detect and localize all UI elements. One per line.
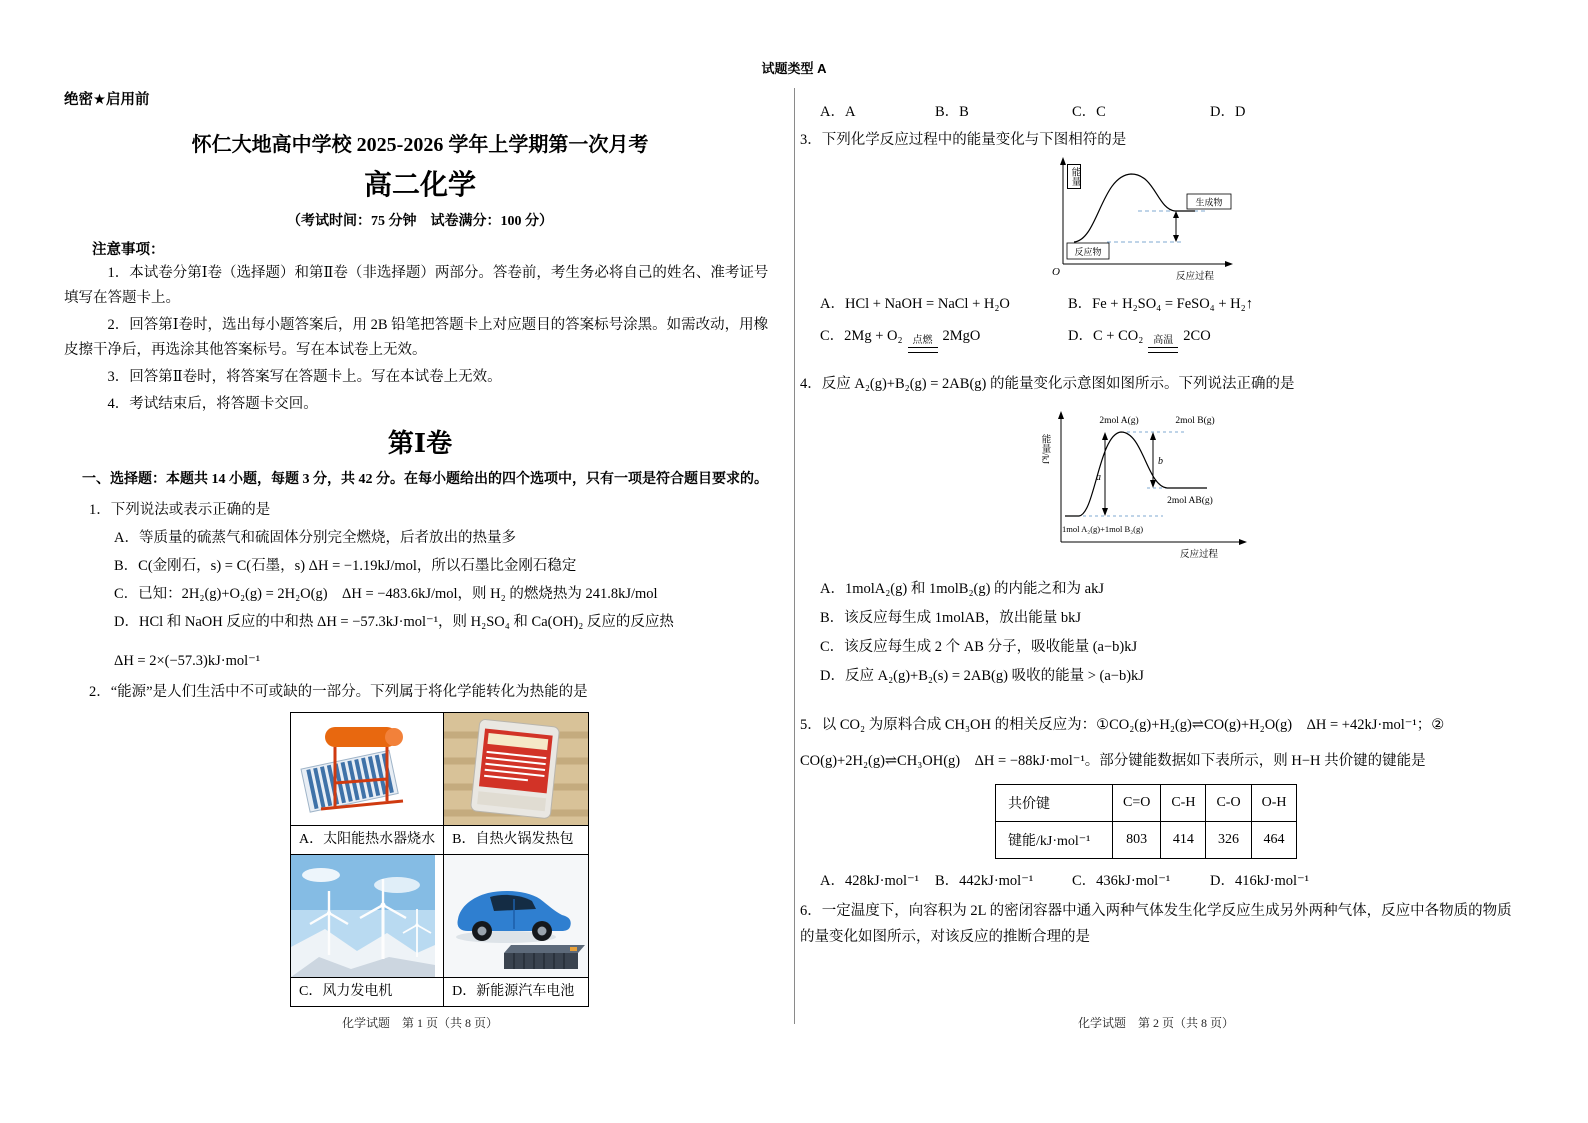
q4-option-c: C．该反应每生成 2 个 AB 分子，吸收能量 (a−b)kJ xyxy=(820,639,1138,655)
q1-option-d-continuation: ΔH = 2×(−57.3)kJ·mol⁻¹ xyxy=(114,653,261,669)
q4-energy-diagram xyxy=(1035,404,1255,572)
reaction-condition-equals xyxy=(1148,336,1178,353)
q1-stem: 1．下列说法或表示正确的是 xyxy=(89,502,271,518)
bond-energy-table xyxy=(995,784,1297,859)
q1-option-a: A．等质量的硫蒸气和硫固体分别完全燃烧，后者放出的热量多 xyxy=(114,530,516,546)
bond-table-header-row xyxy=(996,785,1297,822)
q2-label-d: D．新能源汽车电池 xyxy=(444,978,589,1007)
q4-energy-diagram-svg xyxy=(1035,404,1255,572)
subject-title: 高二化学 xyxy=(363,170,476,201)
page-1 xyxy=(64,0,776,1030)
page1-footer: 化学试题 第 1 页（共 8 页） xyxy=(341,1016,498,1030)
q1-option-d: D．HCl 和 NaOH 反应的中和热 ΔH = −57.3kJ·mol⁻¹，则 H₂SO₄ 和 Ca(OH)₂ 反应的反应热 xyxy=(114,614,674,630)
q2-image-grid xyxy=(290,712,589,1007)
q5-option-d: D．416kJ·mol⁻¹ xyxy=(1210,873,1310,889)
q2-cell-image-a xyxy=(291,713,444,826)
q2-label-b: B．自热火锅发热包 xyxy=(444,826,589,855)
q2-stem: 2．“能源”是人们生活中不可或缺的一部分。下列属于将化学能转化为热能的是 xyxy=(89,684,588,700)
page-divider xyxy=(794,88,795,1024)
q3-stem: 3．下列化学反应过程中的能量变化与下图相符的是 xyxy=(800,132,1127,148)
bond-table-value-row xyxy=(996,822,1297,859)
q3-option-d xyxy=(1068,324,1211,353)
q3-option-b: B．Fe + H₂SO₄ = FeSO₄ + H₂↑ xyxy=(1068,296,1253,312)
bond-table-header-ch: C-H xyxy=(1161,785,1206,822)
y-axis-label: 能量 xyxy=(1067,164,1081,189)
q3-option-c xyxy=(820,324,1068,353)
bond-table-header-co2bond: C=O xyxy=(1113,785,1161,822)
battery-pack xyxy=(504,953,578,969)
q3-options-row-1 xyxy=(820,292,1512,316)
answer-option-a: A．A xyxy=(820,104,856,120)
q5-stem-line1: 5．以 CO₂ 为原料合成 CH₃OH 的相关反应为：①CO₂(g)+H₂(g)⇌CO(g)+H₂O(g) ΔH = +42kJ·mol⁻¹；② xyxy=(800,717,1445,733)
q2-label-a: A．太阳能热水器烧水 xyxy=(291,826,444,855)
paper-type-label: 试题类型 A xyxy=(761,61,827,76)
bond-energy-co2bond: 803 xyxy=(1113,822,1161,859)
q5-option-b: B．442kJ·mol⁻¹ xyxy=(935,873,1034,889)
wind-turbines-image xyxy=(291,855,435,977)
double-equals-line xyxy=(908,347,938,353)
exam-title: 怀仁大地高中学校 2025-2026 学年上学期第一次月考 xyxy=(191,134,649,156)
self-heating-pack-image xyxy=(444,713,588,825)
bond-energy-row-label: 键能/kJ·mol⁻¹ xyxy=(996,822,1113,859)
reactant-label: 反应物 xyxy=(1074,247,1102,257)
prev-question-answer-row xyxy=(820,100,1512,121)
q2-label-c: C．风力发电机 xyxy=(291,978,444,1007)
origin-label: O xyxy=(1052,266,1060,278)
q2-cell-image-c xyxy=(291,855,444,978)
notices-heading: 注意事项： xyxy=(92,242,165,258)
q4-option-a: A．1molA₂(g) 和 1molB₂(g) 的内能之和为 akJ xyxy=(820,581,1104,597)
q5-option-c: C．436kJ·mol⁻¹ xyxy=(1072,873,1171,889)
reactant-level-label: 1mol A₂(g)+1mol B₂(g) xyxy=(1062,524,1144,534)
q1-option-b: B．C(金刚石，s) = C(石墨，s) ΔH = −1.19kJ/mol，所以石墨比金刚石稳定 xyxy=(114,558,577,574)
arrow-a-label: a xyxy=(1096,472,1101,483)
ev-battery-image xyxy=(444,855,588,977)
q5-option-a: A．428kJ·mol⁻¹ xyxy=(820,873,920,889)
answer-option-b: B．B xyxy=(935,104,969,120)
product-level-label: 2mol AB(g) xyxy=(1167,496,1213,506)
notice-item-2: 2．回答第Ⅰ卷时，选出每小题答案后，用 2B 铅笔把答题卡上对应题目的答案标号涂黑。如需改动，用橡皮擦干净后，再选涂其他答案标号。写在本试卷上无效。 xyxy=(64,317,769,358)
bond-energy-cosingle: 326 xyxy=(1206,822,1251,859)
bond-energy-ch: 414 xyxy=(1161,822,1206,859)
energy-curve xyxy=(1074,174,1195,242)
q1-option-c: C．已知：2H₂(g)+O₂(g) = 2H₂O(g) ΔH = −483.6kJ/mol，则 H₂ 的燃烧热为 241.8kJ/mol xyxy=(114,586,658,602)
bond-table-header-cosingle: C-O xyxy=(1206,785,1251,822)
notice-item-4: 4．考试结束后，将答题卡交回。 xyxy=(107,396,318,412)
q4-stem: 4．反应 A₂(g)+B₂(g) = 2AB(g) 的能量变化示意图如图所示。下列说法正确的是 xyxy=(800,376,1295,392)
x-axis-label: 反应过程 xyxy=(1175,272,1215,282)
part1-title: 第Ⅰ卷 xyxy=(387,429,453,458)
bond-energy-oh: 464 xyxy=(1251,822,1297,859)
q2-cell-image-b xyxy=(444,713,589,826)
reaction-condition-equals xyxy=(908,336,938,353)
q3-option-c-reactants: C．2Mg + O₂ xyxy=(820,328,903,344)
notice-item-3: 3．回答第Ⅱ卷时，将答案写在答题卡上。写在本试卷上无效。 xyxy=(107,369,502,385)
answer-option-d: D．D xyxy=(1210,104,1246,120)
q3-option-d-reactants: D．C + CO₂ xyxy=(1068,328,1144,344)
y-axis-label: 能量/kJ xyxy=(1039,434,1050,465)
high-temp-condition-label: 高温 xyxy=(1153,335,1174,346)
q3-option-d-products: 2CO xyxy=(1183,328,1211,344)
page-2 xyxy=(800,0,1512,1030)
bond-table-header-oh: O-H xyxy=(1251,785,1297,822)
x-axis-label: 反应过程 xyxy=(1179,550,1219,560)
product-label: 生成物 xyxy=(1195,197,1223,208)
q3-option-c-products: 2MgO xyxy=(942,328,981,344)
answer-option-c: C．C xyxy=(1072,104,1106,120)
q3-options-row-2 xyxy=(820,324,1512,353)
ignite-condition-label: 点燃 xyxy=(912,335,933,346)
peak-left-label: 2mol A(g) xyxy=(1099,416,1139,426)
q4-option-d: D．反应 A₂(g)+B₂(s) = 2AB(g) 吸收的能量 > (a−b)kJ xyxy=(820,668,1144,684)
solar-water-heater-image xyxy=(291,713,435,825)
section1-intro: 一、选择题：本题共 14 小题，每题 3 分，共 42 分。在每小题给出的四个选项中，只有一项是符合题目要求的。 xyxy=(82,472,768,487)
secrecy-label: 绝密★启用前 xyxy=(64,92,150,108)
arrow-b-label: b xyxy=(1158,456,1163,467)
q3-energy-diagram xyxy=(1043,154,1235,284)
bond-table-header-covalent: 共价键 xyxy=(996,785,1113,822)
double-equals-line xyxy=(1148,347,1178,353)
page2-footer: 化学试题 第 2 页（共 8 页） xyxy=(1077,1016,1234,1030)
peak-right-label: 2mol B(g) xyxy=(1175,416,1215,426)
q5-stem-line2: CO(g)+2H₂(g)⇌CH₃OH(g) ΔH = −88kJ·mol⁻¹。部分键能数据如下表所示，则 H−H 共价键的键能是 xyxy=(800,753,1426,769)
notice-item-1: 1．本试卷分第Ⅰ卷（选择题）和第Ⅱ卷（非选择题）两部分。答卷前，考生务必将自己的姓名、准考证号填写在答题卡上。 xyxy=(64,265,769,306)
exam-meta: （考试时间：75 分钟 试卷满分：100 分） xyxy=(287,214,553,229)
q5-options-row xyxy=(820,869,1512,890)
q6-stem: 6．一定温度下，向容积为 2L 的密闭容器中通入两种气体发生化学反应生成另外两种气体，反应中各物质的物质的量变化如图所示，对该反应的推断合理的是 xyxy=(800,903,1512,945)
q2-cell-image-d xyxy=(444,855,589,978)
q4-option-b: B．该反应每生成 1molAB，放出能量 bkJ xyxy=(820,610,1082,626)
q3-option-a: A．HCl + NaOH = NaCl + H₂O xyxy=(820,296,1010,312)
